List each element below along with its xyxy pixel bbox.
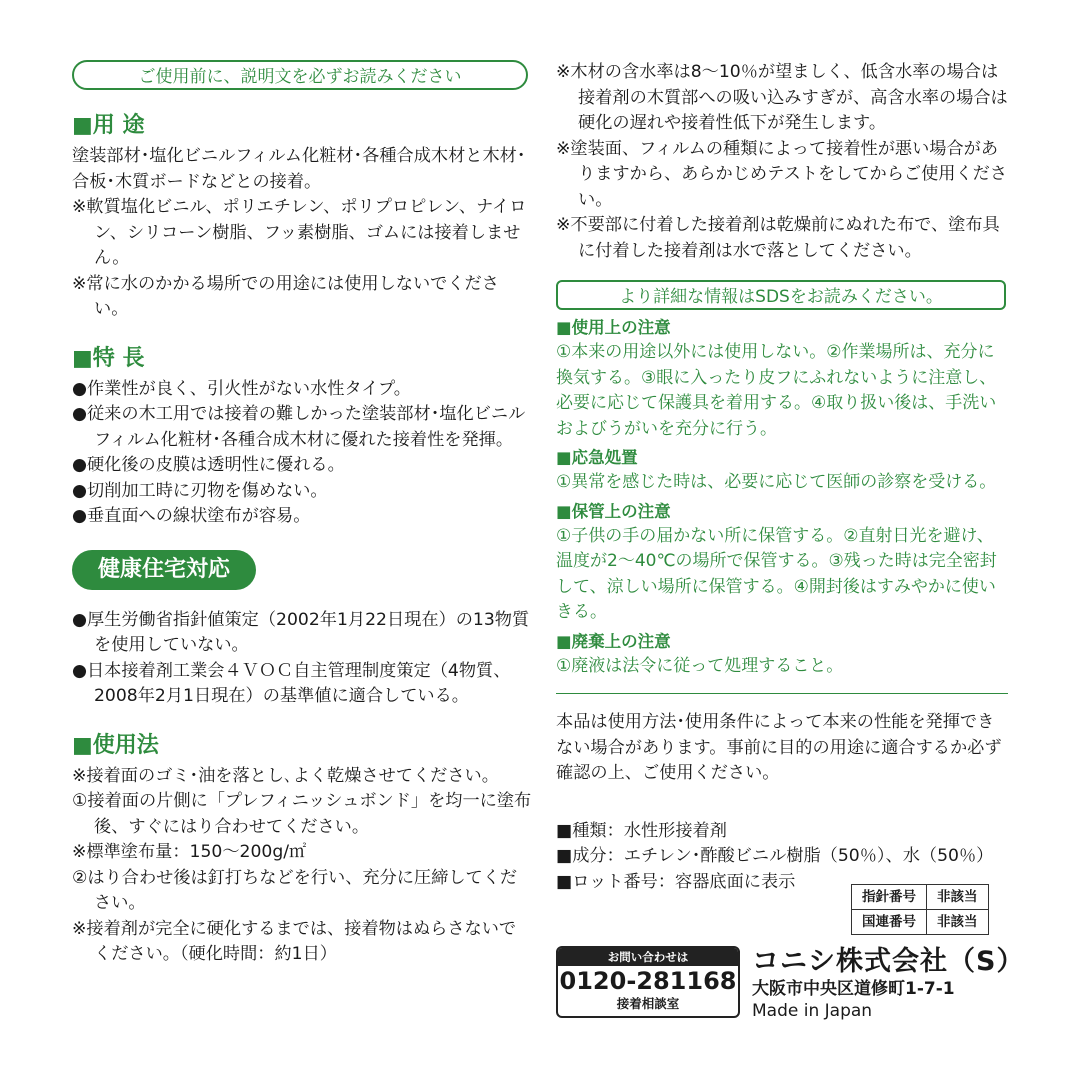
spec-type: ■種類：水性形接着剤 bbox=[556, 820, 727, 841]
table-value: 非該当 bbox=[927, 885, 989, 910]
table-row bbox=[852, 910, 989, 935]
usage-note: ※常に水のかかる場所での用途には使用しないでください。 bbox=[72, 273, 499, 319]
method-heading: ■使用法 bbox=[72, 732, 159, 758]
disposal-heading: ■廃棄上の注意 bbox=[556, 631, 671, 651]
spec-lot: ■ロット番号：容器底面に表示 bbox=[556, 871, 796, 892]
features-heading: ■特 長 bbox=[72, 345, 145, 371]
contact-department: 接着相談室 bbox=[616, 996, 680, 1011]
contact-box bbox=[556, 946, 740, 1018]
regulation-table bbox=[851, 884, 989, 935]
healthy-housing-badge: 健康住宅対応 bbox=[72, 550, 256, 590]
disposal-text: ①廃液は法令に従って処理すること。 bbox=[556, 655, 844, 676]
method-item: ※接着面のゴミ･油を落とし､よく乾燥させてください。 bbox=[72, 765, 499, 786]
cautions-block bbox=[556, 316, 1008, 679]
storage-heading: ■保管上の注意 bbox=[556, 501, 671, 521]
usage-caution-heading: ■使用上の注意 bbox=[556, 318, 671, 337]
health-item: ●日本接着剤工業会４ＶＯＣ自主管理制度策定（4物質、2008年2月1日現在）の基準値に適合している。 bbox=[72, 660, 511, 706]
first-aid-text: ①異常を感じた時は、必要に応じて医師の診察を受ける。 bbox=[556, 472, 997, 492]
table-value: 非該当 bbox=[927, 910, 989, 935]
method-item: ②はり合わせ後は釘打ちなどを行い、充分に圧締してください。 bbox=[72, 867, 518, 913]
feature-item: ●硬化後の皮膜は透明性に優れる。 bbox=[72, 455, 345, 475]
usage-caution-text: ①本来の用途以外には使用しない。②作業場所は、充分に換気する。③眼に入ったり皮フにふれないように注意し、必要に応じて保護具を着用する。④取り扱い後は、手洗いおよびうがいを充分に行う。 bbox=[556, 342, 997, 439]
moisture-note: ※木材の含水率は8～10％が望ましく、低含水率の場合は接着剤の木質部への吸い込みすぎが、高含水率の場合は硬化の遅れや接着性低下が発生します。 bbox=[556, 62, 1008, 133]
feature-item: ●従来の木工用では接着の難しかった塗装部材･塩化ビニルフィルム化粧材･各種合成木材に優れた接着性を発揮。 bbox=[72, 404, 526, 450]
company-address: 大阪市中央区道修町1-7-1 bbox=[752, 979, 955, 999]
health-item: ●厚生労働省指針値策定（2002年1月22日現在）の13物質を使用していない。 bbox=[72, 609, 530, 655]
read-instructions-notice: ご使用前に、説明文を必ずお読みください bbox=[72, 60, 528, 90]
right-column bbox=[556, 60, 1008, 895]
made-in-label: Made in Japan bbox=[752, 1001, 873, 1021]
table-label: 指針番号 bbox=[852, 885, 927, 910]
method-item: ※標準塗布量：150～200g/㎡ bbox=[72, 842, 307, 862]
feature-item: ●切削加工時に刃物を傷めない。 bbox=[72, 480, 328, 501]
usage-note: ※軟質塩化ビニル、ポリエチレン、ポリプロピレン、ナイロン、シリコーン樹脂、フッ素樹脂、ゴムには接着しません。 bbox=[72, 197, 527, 268]
contact-header: お問い合わせは bbox=[558, 948, 738, 966]
usage-heading: ■用 途 bbox=[72, 113, 145, 138]
contact-phone[interactable]: 0120-281168 bbox=[559, 967, 737, 995]
sds-notice: より詳細な情報はSDSをお読みください。 bbox=[556, 280, 1006, 310]
company-block bbox=[752, 946, 1024, 1022]
table-row bbox=[852, 885, 989, 910]
first-aid-heading: ■応急処置 bbox=[556, 448, 638, 467]
feature-item: ●垂直面への線状塗布が容易。 bbox=[72, 506, 311, 526]
usage-body: 塗装部材･塩化ビニルフィルム化粧材･各種合成木材と木材･合板･木質ボードなどとの接着。 bbox=[72, 146, 526, 192]
divider bbox=[556, 693, 1008, 694]
method-item: ①接着面の片側に「プレフィニッシュボンド」を均一に塗布後、すぐにはり合わせてください。 bbox=[72, 791, 532, 837]
left-column bbox=[72, 60, 532, 968]
spec-composition: ■成分：エチレン･酢酸ビニル樹脂（50％）、水（50％） bbox=[556, 846, 994, 866]
disclaimer: 本品は使用方法･使用条件によって本来の性能を発揮できない場合があります。事前に目的の用途に適合するか必ず確認の上、ご使用ください。 bbox=[556, 712, 1002, 783]
surface-note: ※塗装面、フィルムの種類によって接着性が悪い場合がありますから、あらかじめテストをしてからご使用ください。 bbox=[556, 138, 1008, 210]
feature-item: ●作業性が良く、引火性がない水性タイプ。 bbox=[72, 378, 411, 399]
company-name: コニシ株式会社（S） bbox=[752, 946, 1025, 977]
table-label: 国連番号 bbox=[852, 910, 927, 935]
storage-text: ①子供の手の届かない所に保管する。②直射日光を避け、温度が2～40℃の場所で保管する。③残った時は完全密封して、涼しい場所に保管する。④開封後はすみやかに使いきる。 bbox=[556, 525, 997, 622]
method-item: ※接着剤が完全に硬化するまでは、接着物はぬらさないでください。（硬化時間：約1日） bbox=[72, 918, 517, 964]
cleanup-note: ※不要部に付着した接着剤は乾燥前にぬれた布で、塗布具に付着した接着剤は水で落としてください。 bbox=[556, 215, 1000, 261]
